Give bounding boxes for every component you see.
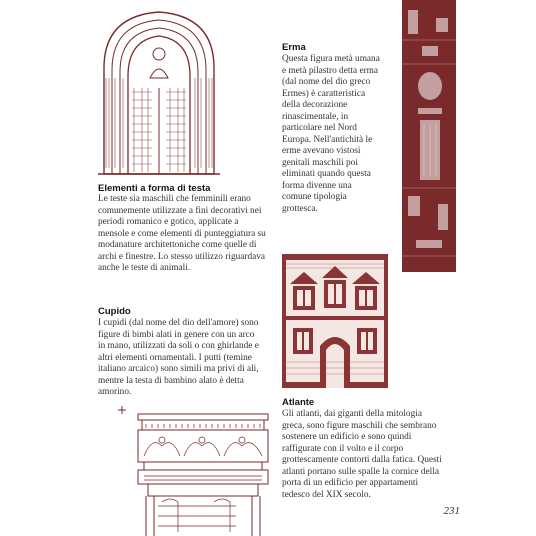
- section-body-cupido: I cupidi (dal nome del dio dell'amore) sono figure di bimbi alati in genere con un arco in mano, utilizzati da soli o con ghirlande e altri elementi ornamentali. I putti (temine italiano arcaico) sono simili ma privi di ali, mentre la testa di bambino alato è detta amorino.: [98, 318, 259, 397]
- herm-column-illustration: [402, 0, 456, 272]
- section-heading-elementi: Elementi a forma di testa: [98, 183, 211, 194]
- page-number: 231: [443, 505, 460, 517]
- section-body-elementi: Le teste sia maschili che femminili erano comunemente utilizzate a fini decorativi nei periodi romanico e gotico, applicate a mensole e come elementi di punteggiatura su modanature architettoniche come quelle di archi e finestre. Lo stesso utilizzo riguardava anche le teste di animali.: [98, 194, 266, 273]
- gothic-portal-illustration: [98, 8, 220, 176]
- section-heading-atlante: Atlante: [282, 397, 315, 408]
- section-body-erma: Questa figura metà umana e metà pilastro detta erma (dal nome del dio greco Ermes) è caratteristica della decorazione rinascimentale, in particolare nel Nord Europa. Nell'antichità le erme avevano vistosi genitali maschili poi eliminati quando questa forma divenne una comune tipologia grottesca.: [282, 54, 380, 214]
- section-heading-erma: Erma: [282, 42, 306, 53]
- section-heading-cupido: Cupido: [98, 306, 131, 317]
- section-body-atlante: Gli atlanti, dai giganti della mitologia greca, sono figure maschili che sembrano sostenere un edificio e sono quindi raffigurate con il volto e il corpo grottescamente contorti dalla fatica. Questi atlanti portano sulle spalle la cornice della porta di un edificio per appartamenti tedesco del XIX secolo.: [282, 409, 442, 500]
- cornice-atlantes-illustration: [118, 406, 274, 536]
- palace-facade-illustration: [282, 254, 388, 388]
